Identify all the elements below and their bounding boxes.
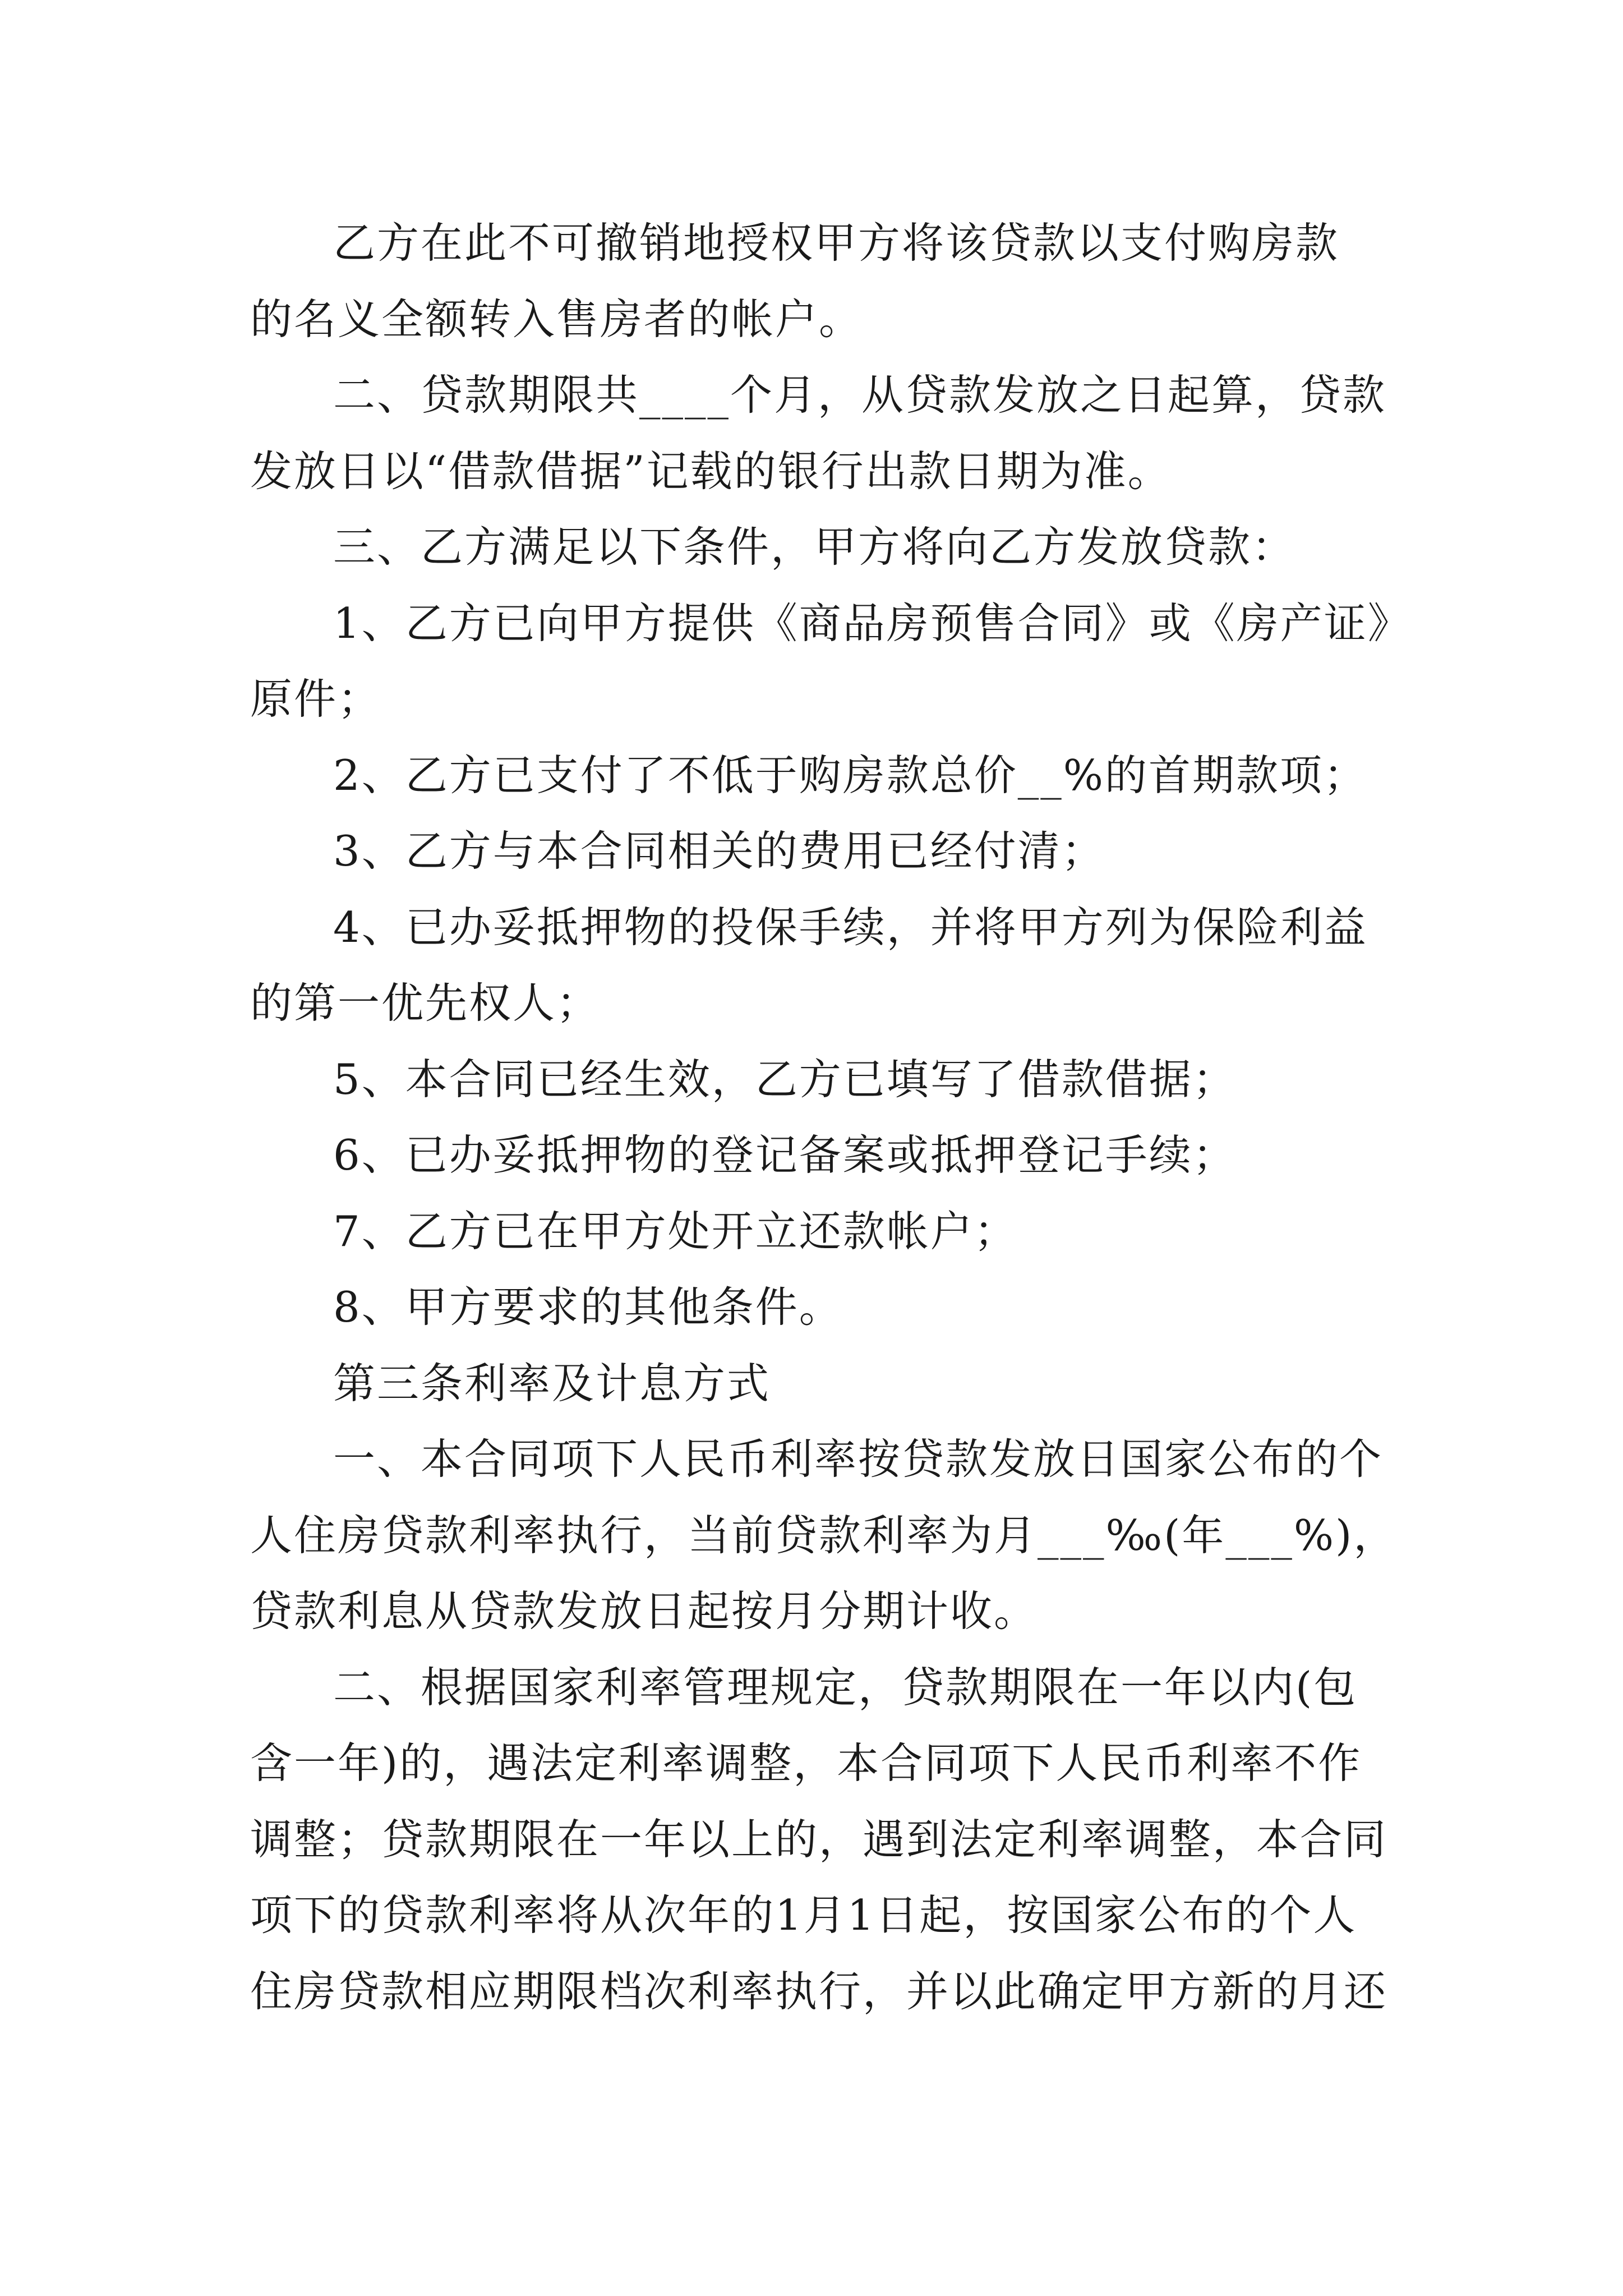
paragraph-line: 人住房贷款利率执行，当前贷款利率为月___‰(年___%)， [250, 1511, 1398, 1560]
section-heading: 第三条利率及计息方式 [333, 1359, 771, 1408]
paragraph-line: 二、根据国家利率管理规定，贷款期限在一年以内(包 [333, 1663, 1358, 1712]
paragraph-line: 乙方在此不可撤销地授权甲方将该贷款以支付购房款 [333, 218, 1340, 268]
paragraph-line: 二、贷款期限共____个月，从贷款发放之日起算，贷款 [333, 370, 1387, 420]
paragraph-line: 一、本合同项下人民币利率按贷款发放日国家公布的个 [333, 1434, 1384, 1484]
list-item: 1、乙方已向甲方提供《商品房预售合同》或《房产证》 [333, 599, 1412, 648]
paragraph-line: 含一年)的，遇法定利率调整，本合同项下人民币利率不作 [250, 1738, 1362, 1788]
paragraph-line: 项下的贷款利率将从次年的1月1日起，按国家公布的个人 [250, 1890, 1357, 1940]
paragraph-line: 原件； [250, 674, 382, 724]
list-item: 8、甲方要求的其他条件。 [333, 1282, 843, 1332]
list-item: 5、本合同已经生效，乙方已填写了借款借据； [333, 1055, 1237, 1104]
list-item: 7、乙方已在甲方处开立还款帐户； [333, 1207, 1018, 1256]
paragraph-line: 的名义全额转入售房者的帐户。 [250, 295, 863, 344]
paragraph-line: 的第一优先权人； [250, 978, 601, 1028]
paragraph-line: 调整；贷款期限在一年以上的，遇到法定利率调整，本合同 [250, 1815, 1388, 1864]
paragraph-line: 三、乙方满足以下条件，甲方将向乙方发放贷款： [333, 522, 1296, 572]
list-item: 4、已办妥抵押物的投保手续，并将甲方列为保险利益 [333, 903, 1368, 952]
list-item: 3、乙方与本合同相关的费用已经付清； [333, 826, 1105, 876]
list-item: 2、乙方已支付了不低于购房款总价__%的首期款项； [333, 751, 1367, 800]
list-item: 6、已办妥抵押物的登记备案或抵押登记手续； [333, 1130, 1237, 1180]
paragraph-line: 住房贷款相应期限档次利率执行，并以此确定甲方新的月还 [250, 1967, 1388, 2016]
paragraph-line: 发放日以“借款借据”记载的银行出款日期为准。 [250, 447, 1172, 496]
paragraph-line: 贷款利息从贷款发放日起按月分期计收。 [250, 1586, 1038, 1636]
